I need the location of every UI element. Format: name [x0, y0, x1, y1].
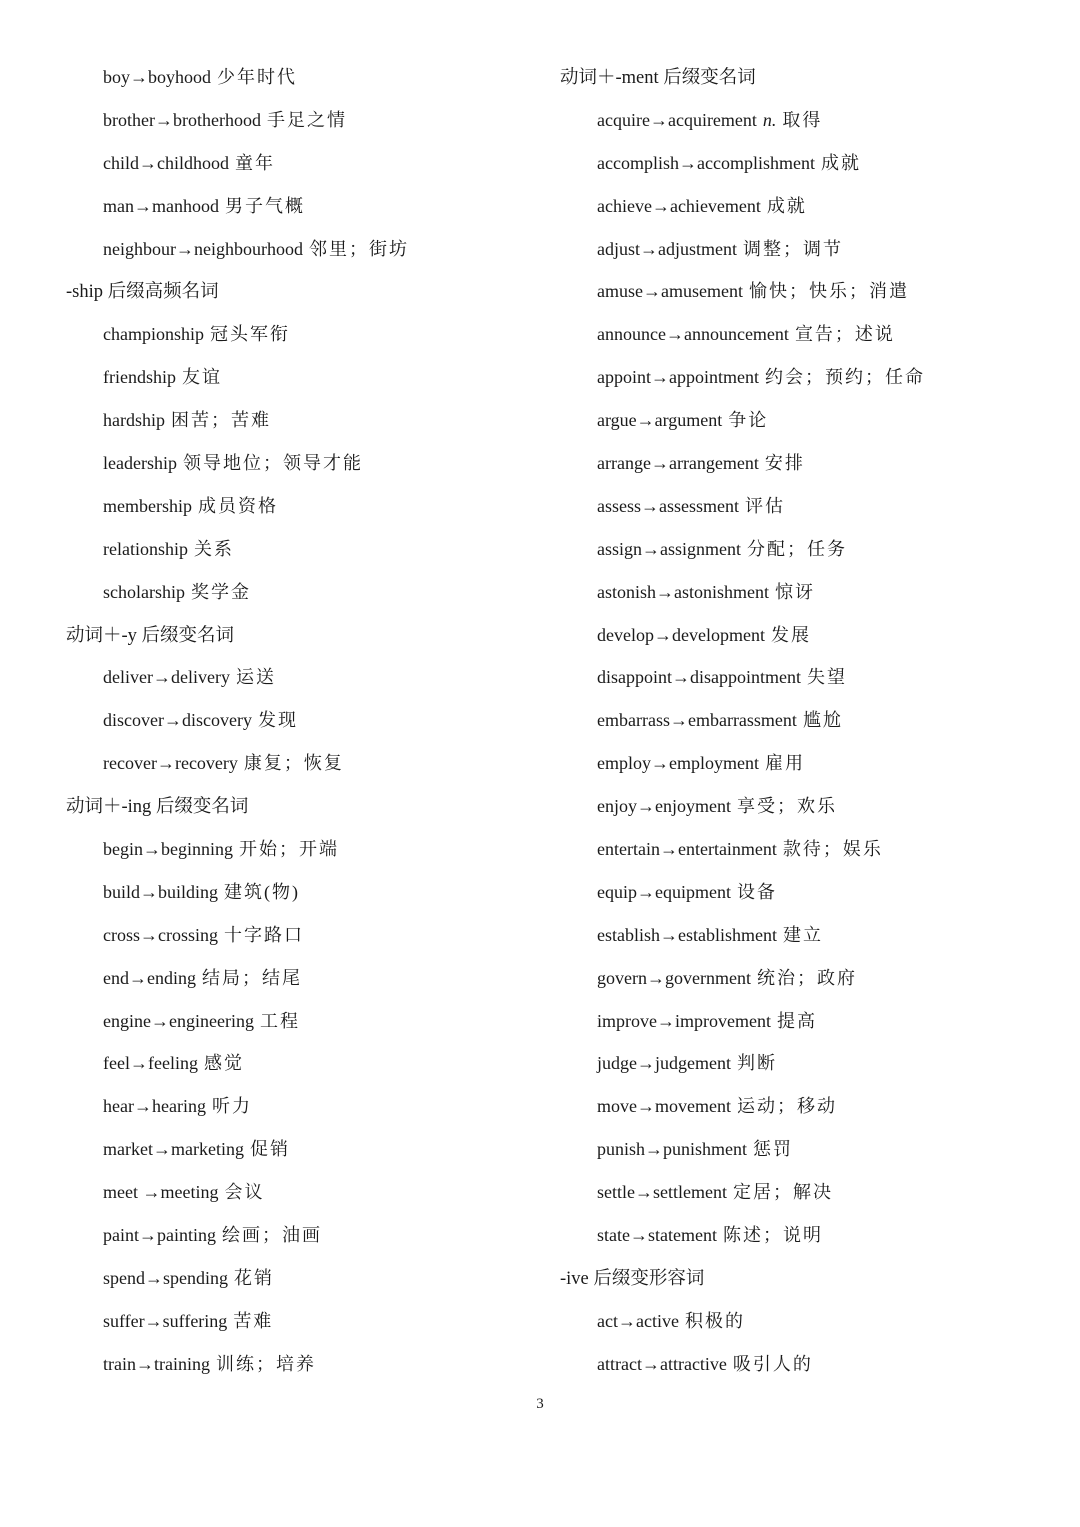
chinese-meaning: 奖学金 — [190, 581, 251, 602]
word-entry — [560, 1085, 1060, 1128]
english-word: govern→government — [597, 967, 751, 988]
chinese-meaning: 分配；任务 — [747, 538, 847, 559]
chinese-meaning: 运送 — [235, 667, 276, 688]
chinese-meaning: 取得 — [782, 109, 823, 130]
english-word: assess→assessment — [597, 495, 739, 516]
word-entry — [66, 571, 536, 614]
chinese-meaning: 享受；欢乐 — [736, 796, 837, 817]
word-entry — [66, 1000, 536, 1043]
section-heading-text: -ship 后缀高频名词 — [66, 282, 219, 303]
english-word: deliver→delivery — [103, 667, 230, 688]
word-entry — [560, 828, 1060, 871]
english-word: build→building — [103, 881, 219, 902]
word-entry — [66, 313, 536, 356]
english-word: discover→discovery — [103, 710, 252, 731]
english-word: relationship — [103, 538, 188, 559]
word-entry — [66, 871, 536, 914]
left-column — [66, 56, 536, 1386]
chinese-meaning: 冠头军衔 — [210, 324, 290, 345]
english-word: punish→punishment — [597, 1139, 748, 1160]
english-word: recover→recovery — [103, 753, 238, 774]
word-entry — [66, 528, 536, 571]
english-word: achieve→achievement — [597, 195, 761, 216]
english-word: amuse→amusement — [597, 281, 743, 302]
chinese-meaning: 绘画；油画 — [221, 1225, 322, 1246]
word-entry — [66, 1300, 536, 1343]
word-entry — [560, 1000, 1060, 1043]
chinese-meaning: 会议 — [224, 1182, 265, 1203]
chinese-meaning: 设备 — [736, 881, 777, 902]
word-entry — [66, 185, 536, 228]
chinese-meaning: 惩罚 — [753, 1139, 794, 1160]
word-entry — [560, 270, 1060, 313]
word-entry — [560, 614, 1060, 657]
word-entry — [66, 399, 536, 442]
chinese-meaning: 提高 — [776, 1010, 817, 1031]
english-word: improve→improvement — [597, 1010, 771, 1031]
english-word: develop→development — [597, 624, 765, 645]
english-word: accomplish→accomplishment — [597, 152, 815, 173]
english-word: neighbour→neighbourhood — [103, 238, 303, 259]
chinese-meaning: 手足之情 — [266, 109, 347, 130]
chinese-meaning: 约会；预约；任命 — [764, 367, 925, 388]
chinese-meaning: 评估 — [745, 495, 785, 516]
english-word: state→statement — [597, 1225, 717, 1246]
word-entry — [66, 228, 536, 271]
section-heading — [66, 614, 536, 657]
word-entry — [66, 56, 536, 99]
english-word: judge→judgement — [597, 1053, 731, 1074]
word-entry — [66, 1214, 536, 1257]
english-word: market→marketing — [103, 1139, 244, 1160]
english-word: adjust→adjustment — [597, 238, 737, 259]
section-heading-text: 动词＋-ment 后缀变名词 — [560, 68, 756, 88]
chinese-meaning: 尴尬 — [802, 710, 843, 731]
part-of-speech: n. — [762, 109, 777, 130]
word-entry — [66, 742, 536, 785]
english-word: astonish→astonishment — [597, 581, 769, 602]
section-heading — [66, 270, 536, 313]
chinese-meaning: 男子气概 — [224, 195, 305, 216]
word-entry — [560, 656, 1060, 699]
english-word: championship — [103, 324, 204, 345]
english-word: attract→attractive — [597, 1353, 727, 1374]
chinese-meaning: 积极的 — [684, 1310, 745, 1331]
chinese-meaning: 结局；结尾 — [201, 967, 302, 988]
english-word: begin→beginning — [103, 839, 233, 860]
chinese-meaning: 建筑(物) — [224, 881, 301, 902]
english-word: equip→equipment — [597, 881, 731, 902]
english-word: enjoy→enjoyment — [597, 796, 731, 817]
english-word: employ→employment — [597, 753, 759, 774]
chinese-meaning: 成就 — [766, 195, 807, 216]
chinese-meaning: 定居；解决 — [732, 1182, 833, 1203]
chinese-meaning: 友谊 — [181, 367, 222, 388]
english-word: child→childhood — [103, 152, 229, 173]
english-word: brother→brotherhood — [103, 109, 261, 130]
chinese-meaning: 少年时代 — [217, 67, 297, 87]
chinese-meaning: 发现 — [257, 710, 298, 731]
english-word: establish→establishment — [597, 924, 777, 945]
chinese-meaning: 愉快；快乐；消遣 — [748, 281, 909, 302]
english-word: end→ending — [103, 967, 196, 988]
english-word: appoint→appointment — [597, 367, 759, 388]
chinese-meaning: 听力 — [211, 1096, 252, 1117]
english-word: paint→painting — [103, 1225, 216, 1246]
word-entry — [560, 528, 1060, 571]
section-heading-text: 动词＋-y 后缀变名词 — [66, 625, 235, 646]
chinese-meaning: 成就 — [820, 152, 861, 173]
english-word: friendship — [103, 367, 176, 388]
chinese-meaning: 工程 — [259, 1010, 300, 1031]
word-entry — [560, 485, 1060, 528]
section-heading — [560, 56, 1060, 99]
word-entry — [66, 656, 536, 699]
english-word: engine→engineering — [103, 1010, 254, 1031]
chinese-meaning: 领导地位；领导才能 — [182, 453, 363, 474]
chinese-meaning: 促销 — [249, 1139, 290, 1160]
english-word: settle→settlement — [597, 1182, 727, 1203]
word-entry — [66, 356, 536, 399]
word-entry — [560, 785, 1060, 828]
english-word: man→manhood — [103, 195, 219, 216]
section-heading — [560, 1257, 1060, 1300]
word-entry — [560, 914, 1060, 957]
word-entry — [560, 185, 1060, 228]
english-word: move→movement — [597, 1096, 731, 1117]
english-word: argue→argument — [597, 410, 723, 431]
chinese-meaning: 苦难 — [233, 1310, 274, 1331]
chinese-meaning: 款待；娱乐 — [782, 839, 883, 860]
chinese-meaning: 开始；开端 — [238, 839, 339, 860]
english-word: boy→boyhood — [103, 67, 211, 87]
word-entry — [66, 914, 536, 957]
word-entry — [560, 871, 1060, 914]
chinese-meaning: 调整；调节 — [742, 238, 843, 259]
word-entry — [560, 1300, 1060, 1343]
word-entry — [66, 1343, 536, 1386]
chinese-meaning: 运动；移动 — [736, 1096, 837, 1117]
chinese-meaning: 花销 — [234, 1267, 274, 1288]
english-word: leadership — [103, 453, 177, 474]
section-heading-text: -ive 后缀变形容词 — [560, 1268, 705, 1289]
word-entry — [560, 356, 1060, 399]
word-entry — [560, 1343, 1060, 1386]
chinese-meaning: 惊讶 — [775, 581, 815, 602]
chinese-meaning: 童年 — [234, 152, 275, 173]
chinese-meaning: 困苦；苦难 — [171, 410, 271, 431]
chinese-meaning: 判断 — [736, 1053, 777, 1074]
word-entry — [66, 142, 536, 185]
word-entry — [66, 828, 536, 871]
word-entry — [66, 1042, 536, 1085]
word-entry — [66, 1257, 536, 1300]
right-column — [560, 56, 1060, 1386]
english-word: hear→hearing — [103, 1096, 206, 1117]
chinese-meaning: 成员资格 — [197, 495, 278, 516]
english-word: assign→assignment — [597, 538, 741, 559]
word-entry — [560, 571, 1060, 614]
chinese-meaning: 陈述；说明 — [722, 1225, 823, 1246]
chinese-meaning: 十字路口 — [224, 924, 304, 945]
chinese-meaning: 宣告；述说 — [794, 324, 895, 345]
english-word: acquire→acquirement — [597, 109, 757, 130]
chinese-meaning: 争论 — [728, 410, 769, 431]
english-word: meet →meeting — [103, 1182, 219, 1203]
word-entry — [560, 1128, 1060, 1171]
english-word: membership — [103, 495, 192, 516]
word-entry — [560, 957, 1060, 1000]
section-heading — [66, 785, 536, 828]
word-entry — [560, 699, 1060, 742]
english-word: spend→spending — [103, 1267, 228, 1288]
word-entry — [560, 442, 1060, 485]
english-word: arrange→arrangement — [597, 453, 759, 474]
chinese-meaning: 安排 — [764, 453, 805, 474]
word-entry — [66, 699, 536, 742]
chinese-meaning: 康复；恢复 — [243, 753, 344, 774]
word-entry — [66, 1128, 536, 1171]
chinese-meaning: 建立 — [782, 924, 823, 945]
english-word: train→training — [103, 1353, 210, 1374]
english-word: scholarship — [103, 581, 185, 602]
word-entry — [560, 313, 1060, 356]
english-word: feel→feeling — [103, 1053, 198, 1074]
chinese-meaning: 训练；培养 — [215, 1353, 316, 1374]
english-word: act→active — [597, 1310, 679, 1331]
word-entry — [66, 1085, 536, 1128]
word-entry — [560, 1042, 1060, 1085]
english-word: suffer→suffering — [103, 1310, 228, 1331]
word-entry — [560, 142, 1060, 185]
english-word: disappoint→disappointment — [597, 667, 801, 688]
chinese-meaning: 统治；政府 — [756, 967, 857, 988]
english-word: embarrass→embarrassment — [597, 710, 797, 731]
word-entry — [560, 99, 1060, 142]
word-entry — [66, 99, 536, 142]
english-word: cross→crossing — [103, 924, 218, 945]
word-entry — [560, 228, 1060, 271]
word-entry — [560, 742, 1060, 785]
section-heading-text: 动词＋-ing 后缀变名词 — [66, 797, 249, 818]
chinese-meaning: 失望 — [807, 667, 847, 688]
word-entry — [66, 485, 536, 528]
chinese-meaning: 关系 — [193, 538, 234, 559]
page-number: 3 — [536, 1396, 544, 1412]
chinese-meaning: 发展 — [770, 624, 811, 645]
word-entry — [560, 1171, 1060, 1214]
chinese-meaning: 邻里；街坊 — [308, 238, 409, 259]
chinese-meaning: 感觉 — [203, 1053, 244, 1074]
english-word: entertain→entertainment — [597, 839, 777, 860]
english-word: announce→announcement — [597, 324, 789, 345]
english-word: hardship — [103, 410, 165, 431]
word-entry — [560, 399, 1060, 442]
word-entry — [66, 957, 536, 1000]
word-entry — [66, 1171, 536, 1214]
word-entry — [560, 1214, 1060, 1257]
word-entry — [66, 442, 536, 485]
chinese-meaning: 吸引人的 — [732, 1353, 813, 1374]
chinese-meaning: 雇用 — [764, 753, 805, 774]
